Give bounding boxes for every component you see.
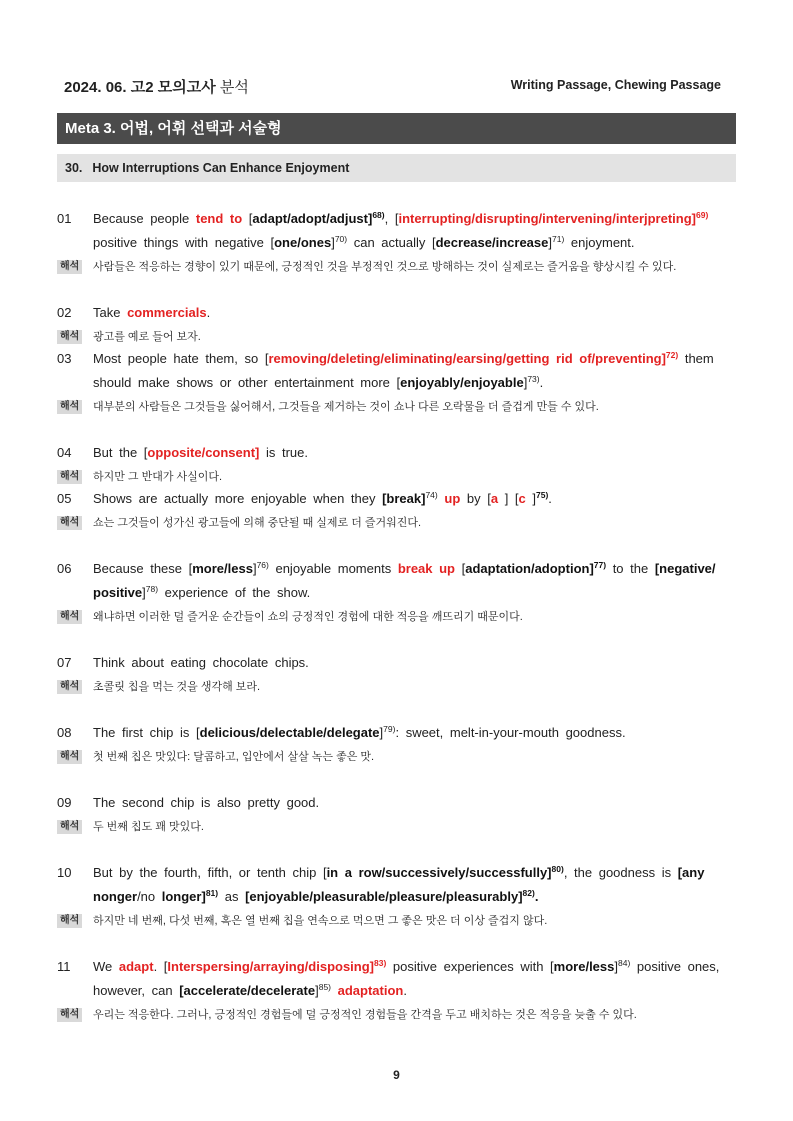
sentence-number: 11	[57, 959, 71, 974]
sentence-number: 06	[57, 561, 72, 576]
footnote-marker: 84)	[618, 958, 631, 968]
footnote-marker: 85)	[318, 982, 332, 992]
footnote-marker: 73)	[527, 374, 540, 384]
translation-badge: 해석	[57, 820, 82, 834]
footnote-marker: 80)	[551, 864, 564, 874]
text: Because these [	[93, 561, 193, 576]
text: The second chip is also pretty good.	[93, 795, 320, 810]
text: .	[403, 983, 407, 998]
footnote-marker: 69)	[696, 210, 709, 220]
translation	[57, 465, 737, 489]
translation-text: 사람들은 적응하는 경향이 있기 때문에, 긍정적인 것을 부정적인 것으로 방해하는 것이 실제로는 즐거움을 향상시킬 수 있다.	[93, 261, 677, 273]
footnote-marker: 72)	[665, 350, 679, 360]
text: by [	[460, 491, 491, 506]
sentence-03	[57, 347, 737, 395]
highlighted-text: adapt	[118, 959, 154, 974]
translation-text: 첫 번째 칩은 맛있다: 달콤하고, 입안에서 살살 녹는 좋은 맛.	[93, 751, 375, 763]
text: ]	[331, 235, 335, 250]
translation-badge: 해석	[57, 330, 82, 344]
sentence-06	[57, 557, 737, 605]
translation-badge: 해석	[57, 516, 82, 530]
text: . [	[153, 959, 168, 974]
highlighted-text: tend to	[195, 211, 243, 226]
document-title	[64, 76, 249, 97]
choice-text: more/less	[192, 561, 253, 576]
translation-text: 광고를 예로 들어 보자.	[93, 331, 201, 343]
text: , [	[384, 211, 399, 226]
translation-badge: 해석	[57, 470, 82, 484]
title-bold: 2024. 06. 고2 모의고사	[64, 79, 216, 96]
choice-text: [any nonger	[93, 865, 705, 904]
choice-text: delicious/delectable/delegate	[199, 725, 380, 740]
sentence-number: 09	[57, 795, 72, 810]
sentence-number: 03	[57, 351, 72, 366]
sentence-number: 10	[57, 865, 72, 880]
sentence-number: 07	[57, 655, 72, 670]
text: ]	[614, 959, 618, 974]
choice-text: more/less	[553, 959, 615, 974]
translation-badge: 해석	[57, 914, 82, 928]
text: ]	[379, 725, 384, 740]
choice-text: decrease/increase	[435, 235, 549, 250]
text: enjoyment.	[564, 235, 635, 250]
footnote-marker: 77)	[593, 560, 607, 570]
translation	[57, 745, 737, 769]
title-light: 분석	[219, 79, 249, 96]
translation	[57, 1003, 737, 1027]
text: But the [	[93, 445, 148, 460]
passage-label: Writing Passage, Chewing Passage	[510, 78, 721, 92]
sentence-07	[57, 651, 737, 675]
text: : sweet, melt-in-your-mouth goodness.	[395, 725, 626, 740]
text	[331, 983, 338, 998]
sentence-02	[57, 301, 737, 325]
text: is true.	[259, 445, 308, 460]
translation-badge: 해석	[57, 260, 82, 274]
text: positive experiences with [	[386, 959, 554, 974]
translation	[57, 675, 737, 699]
footnote-marker: 79)	[383, 724, 396, 734]
footnote-marker: 81)	[205, 888, 219, 898]
choice-text: adaptation/adoption]	[465, 561, 594, 576]
highlighted-text: c	[518, 491, 526, 506]
choice-text: [enjoyable/pleasurable/pleasure/pleasurably]	[245, 889, 523, 904]
highlighted-text: removing/deleting/eliminating/earsing/getting rid of/preventing]	[268, 351, 666, 366]
footnote-marker: 74)	[425, 490, 438, 500]
translation	[57, 605, 737, 629]
sentence-08	[57, 721, 737, 745]
text: .	[539, 375, 544, 390]
translation-text: 초콜릿 칩을 먹는 것을 생각해 보라.	[93, 681, 261, 693]
text: Take	[93, 305, 128, 320]
highlighted-text: a	[490, 491, 499, 506]
text: positive things with negative [	[93, 235, 275, 250]
footnote-marker: 68)	[372, 210, 385, 220]
highlighted-text: interrupting/disrupting/intervening/interjpreting]	[398, 211, 696, 226]
text: [	[242, 211, 253, 226]
translation	[57, 255, 737, 279]
question-header	[57, 154, 736, 182]
translation-text: 왜냐하면 이러한 덜 즐거운 순간들이 쇼의 긍정적인 경험에 대한 적응을 깨뜨리기 때문이다.	[93, 611, 523, 623]
text: We	[93, 959, 119, 974]
translation-badge: 해석	[57, 750, 82, 764]
translation	[57, 325, 737, 349]
sentence-number: 08	[57, 725, 72, 740]
text: [	[455, 561, 466, 576]
text: experience of the show.	[158, 585, 311, 600]
choice-text: .	[534, 889, 539, 904]
footnote-marker: 78)	[145, 584, 159, 594]
translation	[57, 815, 737, 839]
footnote-marker: 75)	[536, 490, 549, 500]
sentence-number: 02	[57, 305, 72, 320]
text: .	[206, 305, 211, 320]
sentence-09	[57, 791, 737, 815]
choice-text: adapt/adopt/adjust]	[252, 211, 373, 226]
highlighted-text: up	[444, 491, 461, 506]
text: Because people	[93, 211, 196, 226]
text: them should make shows or other entertainment more [	[93, 351, 714, 390]
translation	[57, 395, 737, 419]
text: , the goodness is	[563, 865, 678, 880]
translation	[57, 909, 737, 933]
highlighted-text: break up	[397, 561, 455, 576]
sentence-04	[57, 441, 737, 465]
sentence-01	[57, 207, 737, 255]
highlighted-text: commercials	[127, 305, 207, 320]
choice-text: [negative/ positive	[93, 561, 716, 600]
footnote-marker: 71)	[552, 234, 565, 244]
highlighted-text: adaptation	[337, 983, 404, 998]
text: ]	[523, 375, 528, 390]
text: .	[548, 491, 552, 506]
text: /no	[137, 889, 162, 904]
text: ]	[252, 561, 257, 576]
sentence-list	[57, 207, 737, 1027]
translation-text: 쇼는 그것들이 성가신 광고들에 의해 중단될 때 실제로 더 즐거워진다.	[93, 517, 422, 529]
text: as	[218, 889, 246, 904]
choice-text: [break]	[382, 491, 426, 506]
text: Most people hate them, so [	[93, 351, 269, 366]
text: enjoyable moments	[268, 561, 398, 576]
text: ]	[315, 983, 319, 998]
text: ]	[548, 235, 552, 250]
translation-badge: 해석	[57, 610, 82, 624]
choice-text: longer]	[161, 889, 206, 904]
sentence-number: 01	[57, 211, 72, 226]
translation-text: 대부분의 사람들은 그것들을 싫어해서, 그것들을 제거하는 것이 쇼나 다른 오락물을 더 즐겁게 만들 수 있다.	[93, 401, 599, 413]
sentence-number: 05	[57, 491, 72, 506]
text: to the	[606, 561, 655, 576]
translation-text: 두 번째 칩도 꽤 맛있다.	[93, 821, 204, 833]
section-header: Meta 3. 어법, 어휘 선택과 서술형	[57, 113, 736, 144]
page-number: 9	[393, 1068, 400, 1082]
text: Shows are actually more enjoyable when they	[93, 491, 383, 506]
highlighted-text: opposite/consent]	[147, 445, 260, 460]
translation-badge: 해석	[57, 680, 82, 694]
footnote-marker: 70)	[334, 234, 348, 244]
sentence-05	[57, 487, 737, 511]
translation-badge: 해석	[57, 400, 82, 414]
text: ] [	[498, 491, 519, 506]
text: Think about eating chocolate chips.	[93, 655, 309, 670]
translation-text: 하지만 그 반대가 사실이다.	[93, 471, 223, 483]
sentence-10	[57, 861, 737, 909]
choice-text: in a row/successively/successfully]	[326, 865, 552, 880]
sentence-11	[57, 955, 737, 1003]
highlighted-text: Interspersing/arraying/disposing]	[167, 959, 375, 974]
text: ]	[142, 585, 146, 600]
footnote-marker: 76)	[256, 560, 269, 570]
footnote-marker: 82)	[522, 888, 535, 898]
question-number: 30.	[65, 161, 83, 175]
translation-text: 우리는 적응한다. 그러나, 긍정적인 경험들에 덜 긍정적인 경험들을 간격을 두고 배치하는 것은 적응을 늦출 수 있다.	[93, 1009, 637, 1021]
translation-text: 하지만 네 번째, 다섯 번째, 혹은 열 번째 칩을 연속으로 먹으면 그 좋은 맛은 더 이상 즐겁지 않다.	[93, 915, 548, 927]
choice-text: [accelerate/decelerate	[179, 983, 316, 998]
footnote-marker: 83)	[374, 958, 387, 968]
translation-badge: 해석	[57, 1008, 82, 1022]
text: But by the fourth, fifth, or tenth chip [	[93, 865, 327, 880]
choice-text: one/ones	[274, 235, 332, 250]
text: can actually [	[347, 235, 436, 250]
translation	[57, 511, 737, 535]
sentence-number: 04	[57, 445, 72, 460]
choice-text: enjoyably/enjoyable	[400, 375, 524, 390]
text: The first chip is [	[93, 725, 200, 740]
question-title: How Interruptions Can Enhance Enjoyment	[92, 161, 350, 175]
text: ]	[525, 491, 536, 506]
text: positive ones, however, can	[93, 959, 720, 998]
